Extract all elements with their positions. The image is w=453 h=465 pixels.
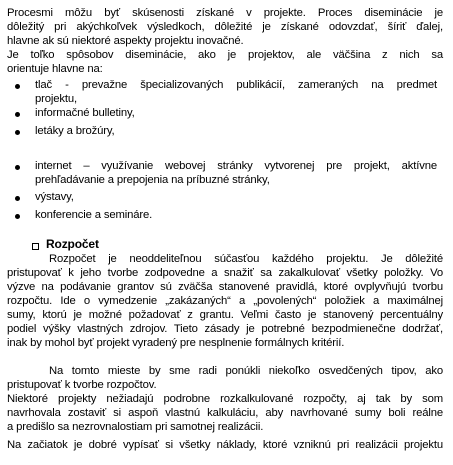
paragraph-line: pristupovať k tvorbe rozpočtov. <box>7 379 157 391</box>
paragraph-line: navrhovala zostaviť si aspoň vlastnú kalkuláciu, aby navrhované sumy boli reálne <box>7 407 443 419</box>
intro-line: Je toľko spôsobov diseminácie, ako je projektov, ale väčšina z nich sa <box>7 49 443 61</box>
paragraph-line: Na tomto mieste by sme radi ponúkli niekoľko osvedčených tipov, ako <box>49 365 443 377</box>
list-item: internet – využívanie webovej stránky vytvorenej pre projekt, aktívne <box>35 160 437 172</box>
paragraph-line: sumy, ktorú je možné požadovať z grantu. Veľmi často je stanovený percentuálny <box>7 309 443 321</box>
paragraph-line: Na začiatok je dobré vypísať si všetky náklady, ktoré vzniknú pri realizácii projektu <box>7 439 443 451</box>
bullet-icon <box>15 84 20 89</box>
list-item: prehľadávanie a prepojenia na príbuzné stránky, <box>35 174 270 186</box>
square-bullet-icon <box>32 243 39 250</box>
list-item: konferencie a semináre. <box>35 209 153 221</box>
intro-line: orientuje hlavne na: <box>7 63 103 75</box>
paragraph-line: pristupovať k jeho tvorbe zodpovedne a snažiť sa zakalkulovať všetky položky. Vo <box>7 267 443 279</box>
paragraph-line: a predišlo sa nezrovnalostiam pri samotnej realizácii. <box>7 421 264 433</box>
intro-line: hlavne ak sú niektoré aspekty projektu inovačné. <box>7 35 244 47</box>
paragraph-line: výzve na podávanie grantov sú zväčša stanovené pravidlá, ktoré ovplyvňujú tvorbu <box>7 281 443 293</box>
list-item: projektu, <box>35 93 77 105</box>
section-heading: Rozpočet <box>46 237 99 251</box>
list-item: výstavy, <box>35 191 74 203</box>
bullet-icon <box>15 165 20 170</box>
paragraph-line: podiel výšky vlastných zdrojov. Tieto zásady je potrebné bezpodmienečne dodržať, <box>7 323 443 335</box>
paragraph-line: Rozpočet je neoddeliteľnou súčasťou každého projektu. Je dôležité <box>49 253 443 265</box>
bullet-icon <box>15 196 20 201</box>
bullet-icon <box>15 214 20 219</box>
paragraph-line: rozpočtu. Ide o vymedzenie „zakázaných“ a „povolených“ položiek a maximálnej <box>7 295 443 307</box>
list-item: informačné bulletiny, <box>35 107 135 119</box>
paragraph-line: Niektoré projekty nežiadajú podrobne rozkalkulované rozpočty, aj tak by som <box>7 393 443 405</box>
bullet-icon <box>15 112 20 117</box>
paragraph-line: inak by mohol byť projekt vyradený pre nesplnenie formálnych kritérií. <box>7 337 345 349</box>
list-item: tlač - prevažne špecializovaných publikácií, zameraných na predmet <box>35 79 437 91</box>
list-item: letáky a brožúry, <box>35 125 115 137</box>
intro-line: dôležitý pri akýchkoľvek výsledkoch, dôležité je získané odovzdať, šíriť ďalej, <box>7 21 443 33</box>
bullet-icon <box>15 130 20 135</box>
intro-line: Procesmi môžu byť skúsenosti získané v projekte. Proces diseminácie je <box>7 7 443 19</box>
